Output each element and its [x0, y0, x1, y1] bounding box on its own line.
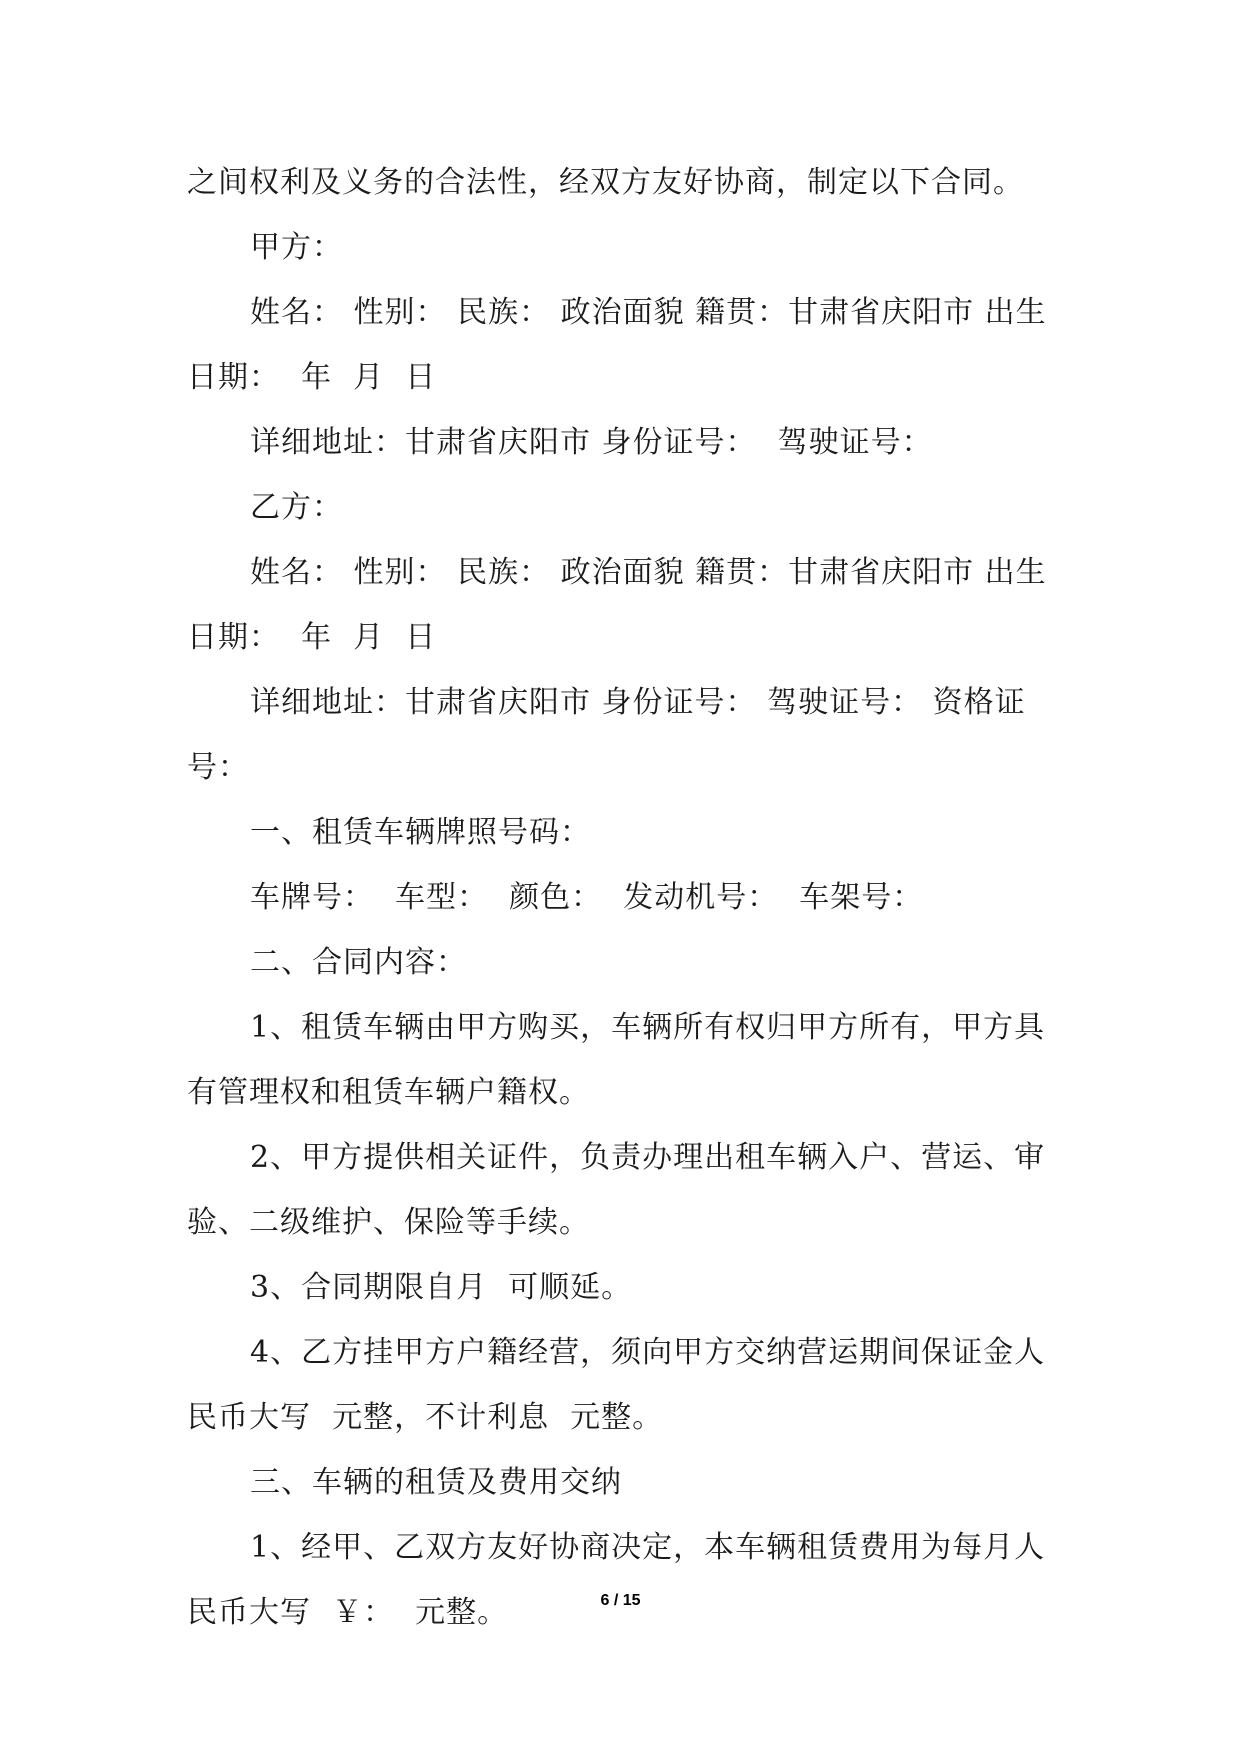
clause-3-1: 1、经甲、乙双方友好协商决定，本车辆租赁费用为每月人民币大写 ￥： 元整。 — [187, 1530, 1046, 1630]
document-body — [187, 150, 1057, 1645]
page-number: 6 / 15 — [600, 1592, 641, 1609]
party-a-address: 详细地址：甘肃省庆阳市 身份证号： 驾驶证号： — [250, 425, 933, 460]
clause-2-2: 2、甲方提供相关证件，负责办理出租车辆入户、营运、审验、二级维护、保险等手续。 — [187, 1140, 1046, 1240]
party-a-personal-info: 姓名： 性别： 民族： 政治面貌 籍贯：甘肃省庆阳市 出生日期： 年 月 日 — [187, 295, 1047, 395]
section-3-heading: 三、车辆的租赁及费用交纳 — [250, 1465, 622, 1500]
section-1-heading: 一、租赁车辆牌照号码： — [250, 815, 591, 850]
party-b-personal-info: 姓名： 性别： 民族： 政治面貌 籍贯：甘肃省庆阳市 出生日期： 年 月 日 — [187, 555, 1047, 655]
vehicle-info: 车牌号： 车型： 颜色： 发动机号： 车架号： — [250, 880, 924, 915]
party-a-heading: 甲方： — [250, 230, 343, 265]
paragraph-intro: 之间权利及义务的合法性，经双方友好协商，制定以下合同。 — [187, 165, 1024, 200]
clause-2-4: 4、乙方挂甲方户籍经营，须向甲方交纳营运期间保证金人民币大写 元整，不计利息 元整。 — [187, 1335, 1046, 1435]
party-b-address: 详细地址：甘肃省庆阳市 身份证号： 驾驶证号： 资格证号： — [187, 685, 1026, 785]
section-2-heading: 二、合同内容： — [250, 945, 467, 980]
clause-2-1: 1、租赁车辆由甲方购买，车辆所有权归甲方所有，甲方具有管理权和租赁车辆户籍权。 — [187, 1010, 1046, 1110]
party-b-heading: 乙方： — [250, 490, 343, 525]
clause-2-3: 3、合同期限自月 可顺延。 — [250, 1270, 633, 1305]
